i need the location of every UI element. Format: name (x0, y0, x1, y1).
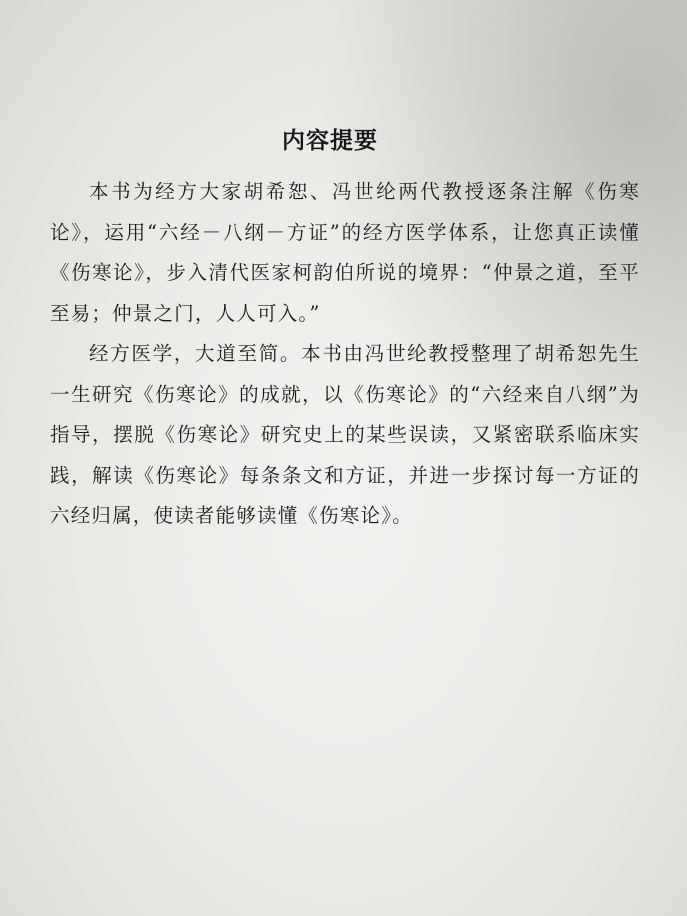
summary-paragraph-2: 经方医学，大道至简。本书由冯世纶教授整理了胡希恕先生一生研究《伤寒论》的成就，以《伤寒论》的“六经来自八纲”为指导，摆脱《伤寒论》研究史上的某些误读，又紧密联系临床实践，解读《伤寒论》每条条文和方证，并进一步探讨每一方证的六经归属，使读者能够读懂《伤寒论》。 (50, 342, 640, 527)
page-title: 内容提要 (282, 128, 378, 154)
summary-paragraph-1: 本书为经方大家胡希恕、冯世纶两代教授逐条注解《伤寒论》，运用“六经－八纲－方证”的经方医学体系，让您真正读懂《伤寒论》，步入清代医家柯韵伯所说的境界：“仲景之道，至平至易；仲景之门，人人可入。” (50, 180, 640, 325)
summary-body (50, 172, 640, 537)
